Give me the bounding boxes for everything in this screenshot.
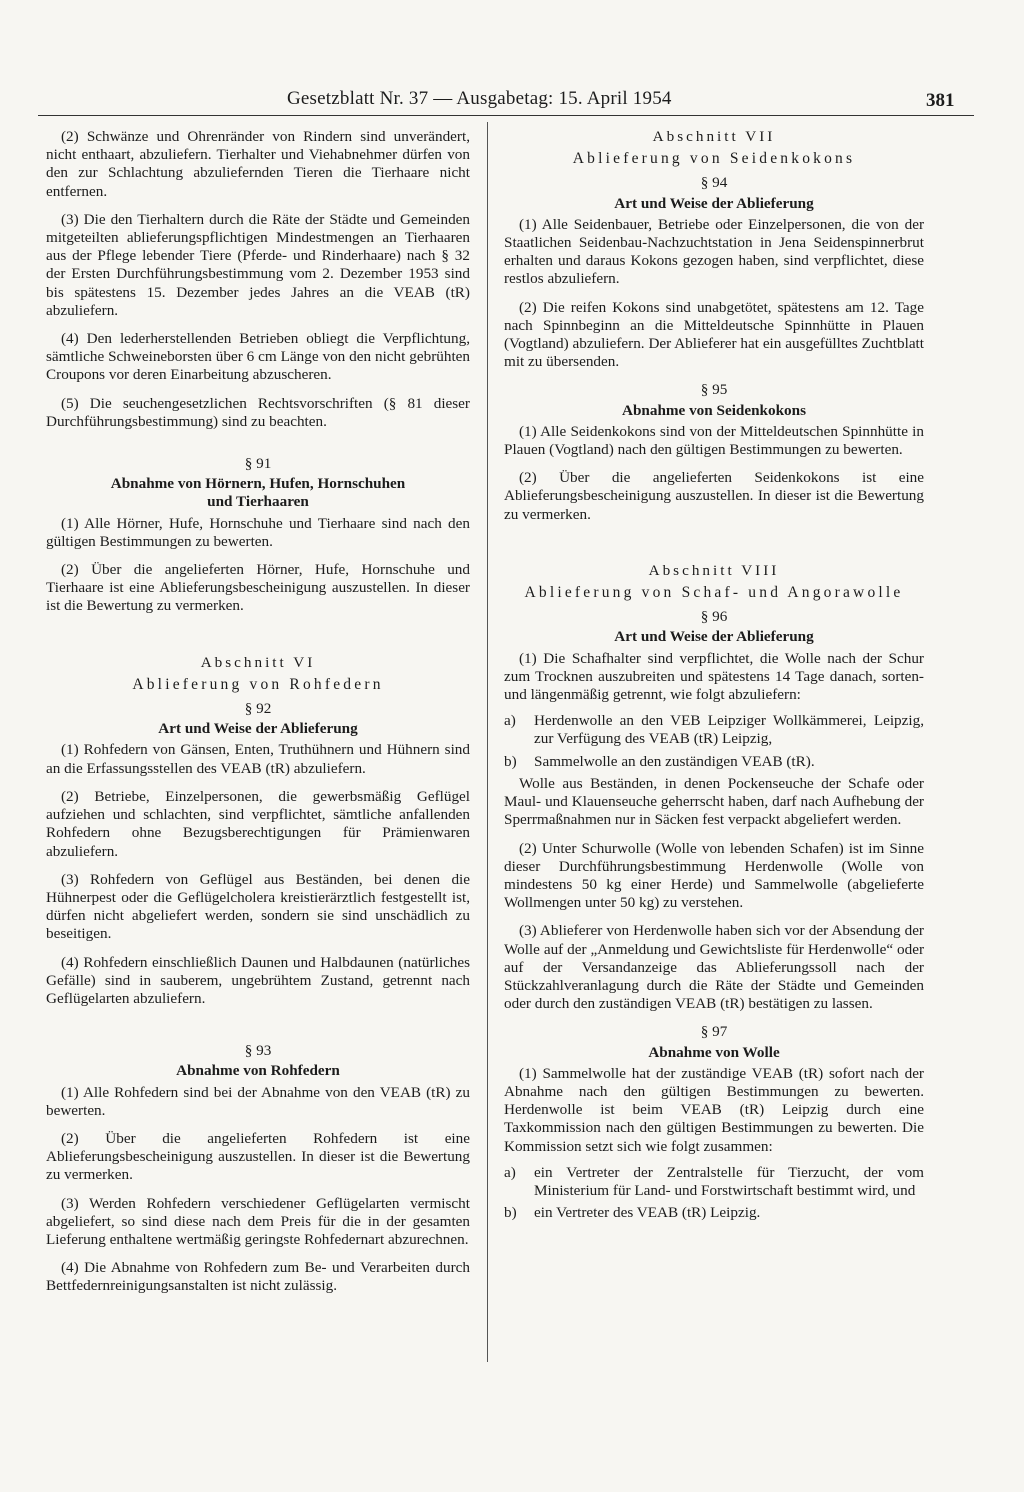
section-93-number: § 93 [244,1042,272,1060]
header-rule [38,115,974,116]
list-label-97-b: b) [504,1204,517,1222]
paragraph-93-2: (2) Über die angelieferten Rohfedern ist eine Ablieferungsbescheinigung auszustellen. In dieser ist die Bewertung zu vermerken. [46,1129,470,1184]
list-item-96-a [504,712,924,748]
paragraph-96-1: (1) Die Schafhalter sind verpflichtet, die Wolle nach der Schur zum Trocknen auszubreiten und spätestens 14 Tage danach, sorten- und längenmäßig getrennt, wie folgt abzuliefern: [504,649,924,704]
abschnitt-vi-label: Abschnitt VI [200,653,316,671]
section-93-heading: Abnahme von Rohfedern [176,1062,340,1080]
paragraph-93-3: (3) Werden Rohfedern verschiedener Geflügelarten vermischt abgeliefert, so sind diese nach dem Preis für die in der gesamten Lieferung enthaltene wertmäßig geringste Rohfedernart abzurechnen. [46,1194,470,1248]
left-column [46,128,470,1306]
abschnitt-vii-label: Abschnitt VII [652,128,776,145]
page-number: 381 [926,90,955,111]
section-91-number: § 91 [244,455,272,473]
list-item-96-b [504,753,924,771]
section-92-number: § 92 [244,700,272,718]
paragraph-90-2: (2) Schwänze und Ohrenränder von Rindern sind unverändert, nicht enthaart, abzuliefern. Tierhalter und Viehabnehmer dürfen von den zur Schlachtung abzuliefernden Tieren die Tierhaare nicht entfernen. [46,128,470,200]
list-item-97-a [504,1164,924,1200]
gazette-title: Gesetzblatt Nr. 37 — Ausgabetag: 15. April 1954 [287,88,672,109]
section-96-number: § 96 [700,608,728,626]
list-item-97-b [504,1204,924,1222]
abschnitt-viii-label: Abschnitt VIII [648,561,780,579]
section-97-number: § 97 [700,1023,728,1041]
section-94-heading: Art und Weise der Ablieferung [614,194,814,212]
paragraph-90-3: (3) Die den Tierhaltern durch die Räte der Städte und Gemeinden mitgeteilten ablieferungspflichtigen Mindestmengen an Tierhaaren aus der Pflege lebender Tiere (Pferde- und Rinderhaare) nach § 32 der Ersten Durchführungsbestimmung vom 2. Dezember 1953 sind bis spätestens 15. Dezember jedes Jahres an die VEAB (tR) abzuliefern. [46,210,470,319]
list-label-97-a: a) [504,1163,516,1181]
section-91-heading-line-2: und Tierhaaren [207,493,309,511]
paragraph-92-4: (4) Rohfedern einschließlich Daunen und Halbdaunen (natürliches Gefälle) sind in sauberem, ungebrühtem Zustand, getrennt nach Geflügelarten abzuliefern. [46,953,470,1007]
list-label-96-a: a) [504,712,516,730]
list-label-96-b: b) [504,752,517,770]
list-text-96-a: Herdenwolle an den VEB Leipziger Wollkämmerei, Leipzig, zur Verfügung des VEAB (tR) Leipzig, [534,712,924,748]
paragraph-96-1-continued: Wolle aus Beständen, in denen Pockenseuche der Schafe oder Maul- und Klauenseuche geherrscht haben, darf nach Aufhebung der Sperrmaßnahmen nur in Säcken fest verpackt abgeliefert werden. [504,774,924,829]
section-95-heading: Abnahme von Seidenkokons [621,401,806,419]
paragraph-92-3: (3) Rohfedern von Geflügel aus Beständen, bei denen die Hühnerpest oder die Geflügelcholera kreistierärztlich festgestellt ist, dürfen nicht abgeliefert werden, sondern sie sind unschädlich zu beseitigen. [46,870,470,943]
abschnitt-vi-title: Ablieferung von Rohfedern [132,675,384,693]
paragraph-91-1: (1) Alle Hörner, Hufe, Hornschuhe und Tierhaare sind nach den gültigen Bestimmungen zu bewerten. [46,514,470,550]
section-95-number: § 95 [700,381,728,399]
paragraph-95-1: (1) Alle Seidenkokons sind von der Mitteldeutschen Spinnhütte in Plauen (Vogtland) nach den gültigen Bestimmungen zu bewerten. [504,422,924,459]
right-column [504,128,924,1226]
paragraph-96-3: (3) Ablieferer von Herdenwolle haben sich vor der Absendung der Wolle auf der „Anmeldung und Gewichtsliste für Herdenwolle“ oder auf der Versandanzeige das Ablieferungssoll nach der Stückzahlveranlagung durch die Räte der Städte und Gemeinden oder durch den zuständigen VEAB (tR) bestätigen zu lassen. [504,922,924,1013]
section-91-heading [46,475,470,511]
list-text-97-a: ein Vertreter der Zentralstelle für Tierzucht, der vom Ministerium für Land- und Forstwirtschaft bestimmt wird, und [534,1163,924,1199]
paragraph-94-1: (1) Alle Seidenbauer, Betriebe oder Einzelpersonen, die von der Staatlichen Seidenbau-Nachzuchtstation in Jena Seidenspinnerbrut erhalten und daraus Kokons gezogen haben, sind verpflichtet, diese restlos abzuliefern. [504,215,924,288]
paragraph-95-2: (2) Über die angelieferten Seidenkokons ist eine Ablieferungsbescheinigung auszustellen. In dieser ist die Bewertung zu vermerken. [504,469,924,523]
paragraph-97-1: (1) Sammelwolle hat der zuständige VEAB (tR) sofort nach der Abnahme nach den gültigen Bestimmungen zu bewerten. Herdenwolle ist beim VEAB (tR) Leipzig durch eine Taxkommission nach den gültigen Bestimmungen zu bewerten. Die Kommission setzt sich wie folgt zusammen: [504,1064,924,1155]
section-97-heading: Abnahme von Wolle [648,1043,780,1061]
paragraph-93-1: (1) Alle Rohfedern sind bei der Abnahme von den VEAB (tR) zu bewerten. [46,1083,470,1119]
paragraph-94-2: (2) Die reifen Kokons sind unabgetötet, spätestens am 12. Tage nach Spinnbeginn an die Mitteldeutsche Spinnhütte in Plauen (Vogtland) abzuliefern. Der Ablieferer hat ein ausgefülltes Zuchtblatt mit zu übersenden. [504,298,924,371]
paragraph-91-2: (2) Über die angelieferten Hörner, Hufe, Hornschuhe und Tierhaare ist eine Ablieferungsbescheinigung auszustellen. In dieser ist die Bewertung zu vermerken. [46,561,470,615]
paragraph-96-2: (2) Unter Schurwolle (Wolle von lebenden Schafen) ist im Sinne dieser Durchführungsbestimmung Herdenwolle (Wolle von mindestens 50 kg einer Herde) und Sammelwolle (abgelieferte Wollmengen unter 50 kg) zu verstehen. [504,839,924,912]
column-divider [487,122,488,1362]
section-92-heading: Art und Weise der Ablieferung [158,720,358,738]
list-text-97-b: ein Vertreter des VEAB (tR) Leipzig. [534,1204,761,1222]
paragraph-92-2: (2) Betriebe, Einzelpersonen, die gewerbsmäßig Geflügel aufziehen und schlachten, sind verpflichtet, sämtliche anfallenden Rohfedern ohne Bezugsberechtigungen für Prämienwaren abzuliefern. [46,787,470,860]
section-96-heading: Art und Weise der Ablieferung [614,628,814,646]
paragraph-92-1: (1) Rohfedern von Gänsen, Enten, Truthühnern und Hühnern sind an die Erfassungsstellen des VEAB (tR) abzuliefern. [46,741,470,777]
abschnitt-viii-title: Ablieferung von Schaf- und Angorawolle [524,584,904,602]
list-text-96-b: Sammelwolle an den zuständigen VEAB (tR). [534,752,815,770]
paragraph-93-4: (4) Die Abnahme von Rohfedern zum Be- und Verarbeiten durch Bettfedernreinigungsanstalten ist nicht zulässig. [46,1259,470,1295]
section-94-number: § 94 [700,174,728,192]
paragraph-90-5: (5) Die seuchengesetzlichen Rechtsvorschriften (§ 81 dieser Durchführungsbestimmung) sind zu beachten. [46,394,470,430]
page-header [0,88,1024,118]
paragraph-90-4: (4) Den lederherstellenden Betrieben obliegt die Verpflichtung, sämtliche Schweineborsten über 6 cm Länge von den nicht gebrühten Croupons vor deren Einarbeitung abzuscheren. [46,330,470,384]
abschnitt-vii-title: Ablieferung von Seidenkokons [572,150,856,168]
section-91-heading-line-1: Abnahme von Hörnern, Hufen, Hornschuhen [110,475,406,493]
